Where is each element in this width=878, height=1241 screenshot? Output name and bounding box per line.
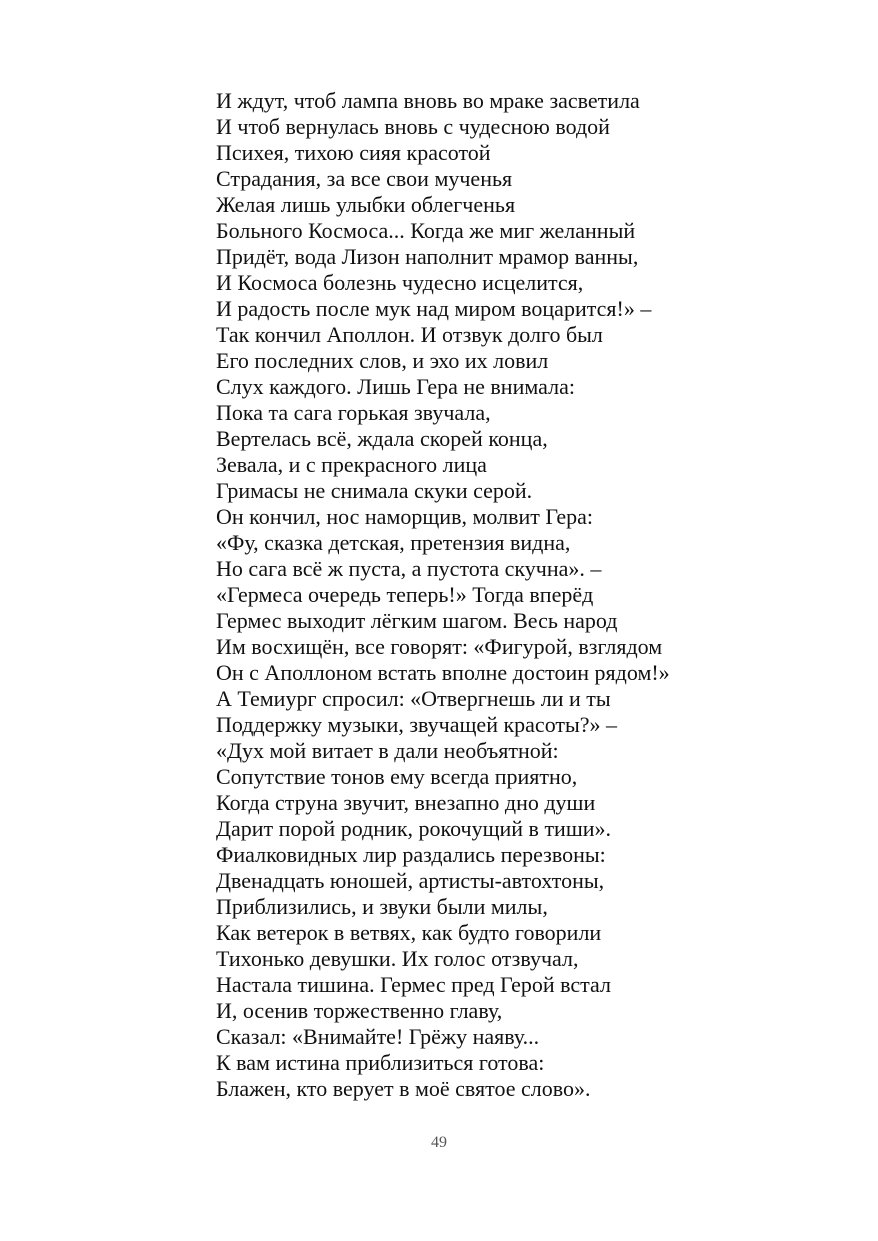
poem-line: Но сага всё ж пуста, а пустота скучна». –: [216, 556, 602, 581]
poem-line: Его последних слов, и эхо их ловил: [216, 348, 549, 373]
poem-line: Он кончил, нос наморщив, молвит Гера:: [216, 504, 594, 529]
poem-line: Настала тишина. Гермес пред Герой встал: [216, 972, 611, 997]
poem-line: Пока та сага горькая звучала,: [216, 400, 491, 425]
poem-line: Придёт, вода Лизон наполнит мрамор ванны,: [216, 244, 639, 269]
poem-line: Когда струна звучит, внезапно дно души: [216, 790, 596, 815]
poem-line: Вертелась всё, ждала скорей конца,: [216, 426, 548, 451]
poem-line: И Космоса болезнь чудесно исцелится,: [216, 270, 584, 295]
page-number: 49: [431, 1134, 447, 1151]
poem-line: Гермес выходит лёгким шагом. Весь народ: [216, 608, 618, 633]
poem-line: «Гермеса очередь теперь!» Тогда вперёд: [216, 582, 594, 607]
poem-line: Фиалковидных лир раздались перезвоны:: [216, 842, 606, 867]
poem-line: Он с Аполлоном встать вполне достоин рядом!»: [216, 660, 670, 685]
poem-line: Больного Космоса... Когда же миг желанный: [216, 218, 636, 243]
poem-line: Поддержку музыки, звучащей красоты?» –: [216, 712, 618, 737]
poem-line: Как ветерок в ветвях, как будто говорили: [216, 920, 602, 945]
poem-text: [216, 88, 836, 1102]
poem-line: К вам истина приблизиться готова:: [216, 1050, 545, 1075]
poem-line: Дарит порой родник, рокочущий в тиши».: [216, 816, 612, 841]
poem-line: И радость после мук над миром воцарится!» –: [216, 296, 652, 321]
poem-line: И ждут, чтоб лампа вновь во мраке засветила: [216, 88, 640, 113]
poem-line: Сказал: «Внимайте! Грёжу наяву...: [216, 1024, 540, 1049]
poem-line: «Фу, сказка детская, претензия видна,: [216, 530, 571, 555]
poem-line: А Темиург спросил: «Отвергнешь ли и ты: [216, 686, 611, 711]
poem-line: Двенадцать юношей, артисты-автохтоны,: [216, 868, 605, 893]
poem-line: Желая лишь улыбки облегченья: [216, 192, 516, 217]
poem-line: Страдания, за все свои мученья: [216, 166, 513, 191]
poem-line: Приблизились, и звуки были милы,: [216, 894, 548, 919]
poem-line: Так кончил Аполлон. И отзвук долго был: [216, 322, 603, 347]
poem-line: Тихонько девушки. Их голос отзвучал,: [216, 946, 579, 971]
poem-line: Зевала, и с прекрасного лица: [216, 452, 487, 477]
poem-line: Блажен, кто верует в моё святое слово».: [216, 1076, 591, 1101]
poem-line: И чтоб вернулась вновь с чудесною водой: [216, 114, 610, 139]
poem-line: «Дух мой витает в дали необъятной:: [216, 738, 559, 763]
poem-line: И, осенив торжественно главу,: [216, 998, 503, 1023]
poem-line: Психея, тихою сияя красотой: [216, 140, 491, 165]
poem-line: Гримасы не снимала скуки серой.: [216, 478, 533, 503]
poem-line: Сопутствие тонов ему всегда приятно,: [216, 764, 578, 789]
poem-line: Им восхищён, все говорят: «Фигурой, взглядом: [216, 634, 663, 659]
poem-line: Слух каждого. Лишь Гера не внимала:: [216, 374, 575, 399]
